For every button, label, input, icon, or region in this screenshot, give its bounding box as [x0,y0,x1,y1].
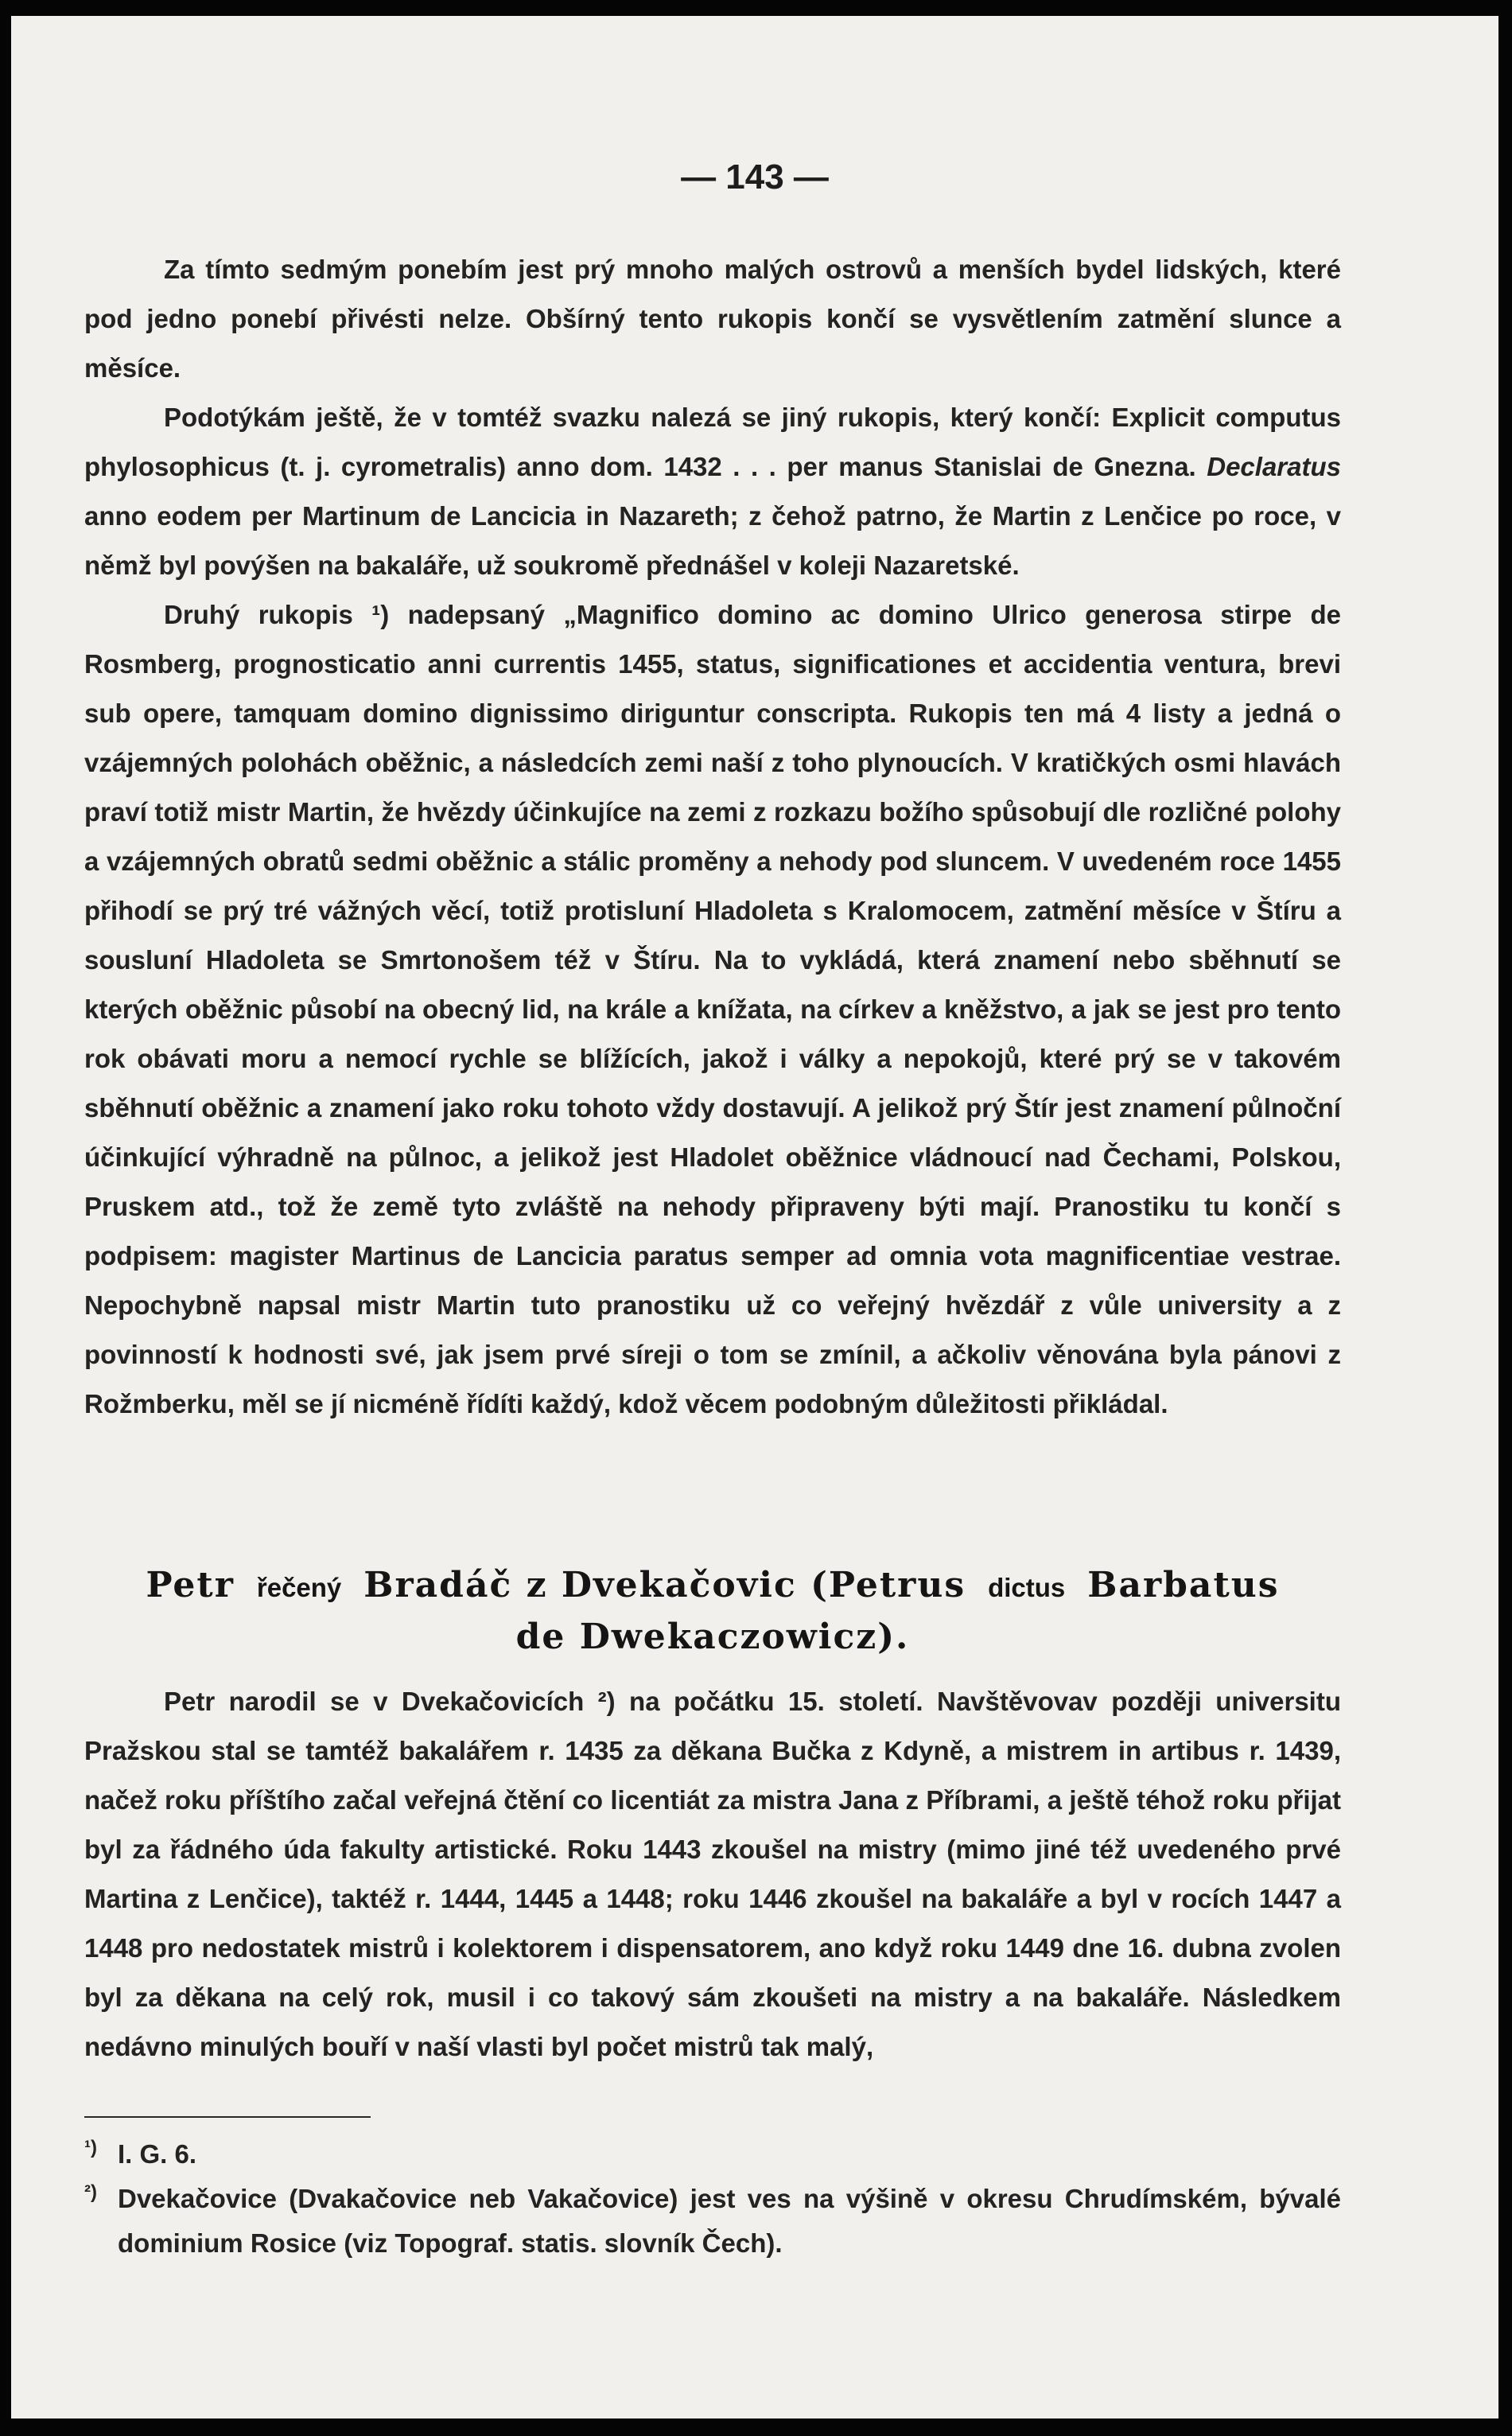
footnote-1-text: I. G. 6. [118,2139,197,2169]
paragraph-2-text: Podotýkám ještě, že v tomtéž svazku nalezá se jiný rukopis, který končí: Explicit computus phylosophicus (t. j. cyrometralis) anno dom. 1432 . . . per manus Stanislai de Gnezna. [84,403,1341,481]
heading-name-dwekaczowicz: de Dwekaczowicz). [515,1617,910,1657]
page-number: — 143 — [681,158,829,197]
footnote-2-mark: ²) [84,2181,97,2203]
heading-name-petr: Petr [146,1565,235,1605]
heading-connector-receny: řečený [256,1573,342,1602]
paragraph-3: Druhý rukopis ¹) nadepsaný „Magnifico domino ac domino Ulrico generosa stirpe de Rosmberg, prognosticatio anni currentis 1455, status, significationes et accidentia ventura, brevi sub opere, tamquam domino dignissimo diriguntur conscripta. Rukopis ten má 4 listy a jedná o vzájemných polohách oběžnic, a následcích zemi naší z toho plynoucích. V kratičkých osmi hlavách praví totiž mistr Martin, že hvězdy účinkujíce na zemi z rozkazu božího spůsobují dle rozličné polohy a vzájemných obratů sedmi oběžnic a stálic proměny a nehody pod sluncem. V uvedeném roce 1455 přihodí se prý tré vážných věcí, totiž protisluní Hladoleta s Kralomocem, zatmění měsíce v Štíru a sousluní Hladoleta se Smrtonošem též v Štíru. Na to vykládá, která znamení nebo sběhnutí se kterých oběžnic působí na obecný lid, na krále a knížata, na církev a kněžstvo, a jak se jest pro tento rok obávati moru a nemocí rychle se blížících, jakož i války a nepokojů, které prý se v takovém sběhnutí oběžnic a znamení jako roku tohoto vždy dostavují. A jelikož prý Štír jest znamení půlnoční účinkující výhradně na půlnoc, a jelikož jest Hladolet oběžnice vládnoucí nad Čechami, Polskou, Pruskem atd., tož že země tyto zvláště na nehody připraveny býti mají. Pranostiku tu končí s podpisem: magister Martinus de Lancicia paratus semper ad omnia vota magnificentiae vestrae. Nepochybně napsal mistr Martin tuto pranostiku už co veřejný hvězdář z vůle university a z povinností k hodnosti své, jak jsem prvé síreji o tom se zmínil, a ačkoliv věnována byla pánovi z Rožmberku, měl se jí nicméně řídíti každý, kdož věcem podobným důležitosti přikládal. [84,600,1341,1418]
section-heading [84,1561,1341,1662]
main-text-upper [84,245,1341,1429]
footnote-2 [84,2177,1341,2266]
footnote-2-text: Dvekačovice (Dvakačovice neb Vakačovice) jest ves na výšině v okresu Chrudímském, bývalé dominium Rosice (viz Topograf. statis. slovník Čech). [118,2184,1341,2258]
main-text-lower [84,1677,1341,2072]
footnote-1-mark: ¹) [84,2137,97,2158]
footnote-divider [84,2116,371,2118]
footnote-1 [84,2132,1341,2177]
heading-name-bradac: Bradáč z Dvekačovic (Petrus [363,1565,966,1605]
footnotes [84,2132,1341,2266]
paragraph-2 [84,393,1341,590]
paragraph-4: Petr narodil se v Dvekačovicích ²) na počátku 15. století. Navštěvovav později universitu Pražskou stal se tamtéž bakalářem r. 1435 za děkana Bučka z Kdyně, a mistrem in artibus r. 1439, načež roku příštího začal veřejná čtění co licentiát za mistra Jana z Příbrami, a ještě téhož roku přijat byl za řádného úda fakulty artistické. Roku 1443 zkoušel na mistry (mimo jiné též uvedeného prvé Martina z Lenčice), taktéž r. 1444, 1445 a 1448; roku 1446 zkoušel na bakaláře a byl v rocích 1447 a 1448 pro nedostatek mistrů i kolektorem i dispensatorem, ano když roku 1449 dne 16. dubna zvolen byl za děkana na celý rok, musil i co takový sám zkoušeti na mistry a na bakaláře. Následkem nedávno minulých bouří v naší vlasti byl počet mistrů tak malý, [84,1687,1341,2061]
heading-name-barbatus: Barbatus [1087,1565,1280,1605]
paragraph-1: Za tímto sedmým ponebím jest prý mnoho malých ostrovů a menších bydel lidských, které pod jedno ponebí přivésti nelze. Obšírný tento rukopis končí se vysvětlením zatmění slunce a měsíce. [84,255,1341,383]
book-page [11,16,1498,2418]
italic-declaratus: Declaratus [1207,452,1342,481]
paragraph-2-continuation: anno eodem per Martinum de Lancicia in Nazareth; z čehož patrno, že Martin z Lenčice po roce, v němž byl povýšen na bakaláře, už soukromě přednášel v koleji Nazaretské. [84,501,1341,580]
heading-connector-dictus: dictus [988,1573,1066,1602]
